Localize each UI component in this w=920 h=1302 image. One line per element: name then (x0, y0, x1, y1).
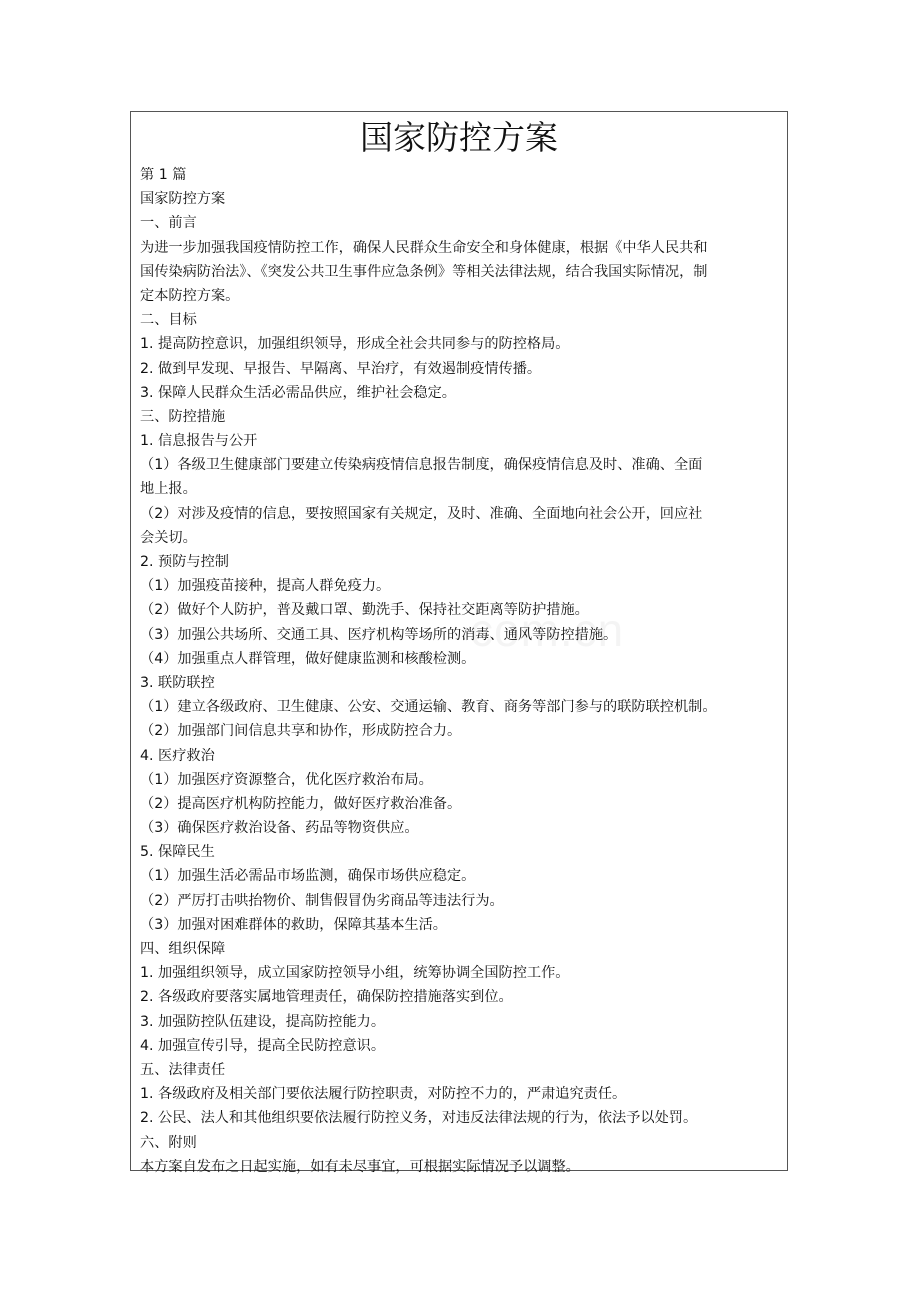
list-item: 会关切。 (140, 529, 197, 546)
list-item: 地上报。 (140, 481, 197, 498)
section-heading: 二、目标 (140, 312, 197, 329)
document-title: 国家防控方案 (360, 118, 558, 157)
list-item: （3）加强公共场所、交通工具、医疗机构等场所的消毒、通风等防控措施。 (140, 626, 618, 643)
section-heading: 五、法律责任 (140, 1061, 226, 1078)
list-item: 3. 加强防控队伍建设，提高防控能力。 (140, 1013, 386, 1030)
section-heading: 四、组织保障 (140, 941, 226, 957)
list-item: （2）严厉打击哄抬物价、制售假冒伪劣商品等违法行为。 (140, 892, 504, 909)
watermark (470, 603, 624, 657)
section-heading: 一、前言 (140, 215, 197, 232)
list-item: 2. 各级政府要落实属地管理责任，确保防控措施落实到位。 (140, 989, 513, 1006)
list-item: 1. 各级政府及相关部门要依法履行防控职责，对防控不力的，严肃追究责任。 (140, 1086, 627, 1103)
list-item: 4. 加强宣传引导，提高全民防控意识。 (140, 1037, 386, 1054)
list-item: （3）加强对困难群体的救助，保障其基本生活。 (140, 916, 447, 933)
subsection-heading: 5. 保障民生 (140, 844, 215, 861)
list-item: （3）确保医疗救治设备、药品等物资供应。 (140, 820, 419, 837)
list-item: 2. 公民、法人和其他组织要依法履行防控义务，对违反法律法规的行为，依法予以处罚。 (140, 1110, 698, 1127)
list-item: （2）提高医疗机构防控能力，做好医疗救治准备。 (140, 795, 462, 812)
body-line: 国家防控方案 (140, 191, 226, 208)
list-item: （1）加强生活必需品市场监测，确保市场供应稳定。 (140, 868, 476, 885)
list-item: （1）加强疫苗接种，提高人群免疫力。 (140, 578, 391, 595)
body-line: 本方案自发布之日起实施，如有未尽事宜，可根据实际情况予以调整。 (140, 1158, 580, 1175)
body-line: 为进一步加强我国疫情防控工作，确保人民群众生命安全和身体健康，根据《中华人民共和 (140, 239, 708, 256)
list-item: （2）对涉及疫情的信息，要按照国家有关规定，及时、准确、全面地向社会公开，回应社 (140, 505, 703, 522)
document-frame (130, 111, 788, 1175)
list-item: 2. 做到早发现、早报告、早隔离、早治疗，有效遏制疫情传播。 (140, 360, 542, 377)
document-body (140, 163, 786, 1179)
list-item: （1）加强医疗资源整合，优化医疗救治布局。 (140, 771, 433, 788)
list-item: 1. 加强组织领导，成立国家防控领导小组，统筹协调全国防控工作。 (140, 965, 570, 982)
section-heading: 三、防控措施 (140, 408, 226, 425)
body-line: 国传染病防治法》、《突发公共卫生事件应急条例》等相关法律法规，结合我国实际情况，制 (140, 263, 708, 280)
list-item: （1）建立各级政府、卫生健康、公安、交通运输、教育、商务等部门参与的联防联控机制。 (140, 699, 717, 716)
list-item: 3. 保障人民群众生活必需品供应，维护社会稳定。 (140, 384, 456, 401)
body-line: 第 1 篇 (140, 167, 187, 183)
subsection-heading: 4. 医疗救治 (140, 747, 215, 764)
list-item: （2）加强部门间信息共享和协作，形成防控合力。 (140, 723, 462, 740)
subsection-heading: 2. 预防与控制 (140, 554, 229, 570)
section-heading: 六、附则 (140, 1134, 197, 1151)
list-item: （2）做好个人防护，普及戴口罩、勤洗手、保持社交距离等防护措施。 (140, 602, 589, 619)
subsection-heading: 3. 联防联控 (140, 674, 215, 691)
subsection-heading: 1. 信息报告与公开 (140, 433, 258, 450)
body-line: 定本防控方案。 (140, 287, 240, 304)
list-item: （4）加强重点人群管理，做好健康监测和核酸检测。 (140, 650, 476, 667)
list-item: 1. 提高防控意识，加强组织领导，形成全社会共同参与的防控格局。 (140, 336, 570, 353)
list-item: （1）各级卫生健康部门要建立传染病疫情信息报告制度，确保疫情信息及时、准确、全面 (140, 457, 703, 474)
